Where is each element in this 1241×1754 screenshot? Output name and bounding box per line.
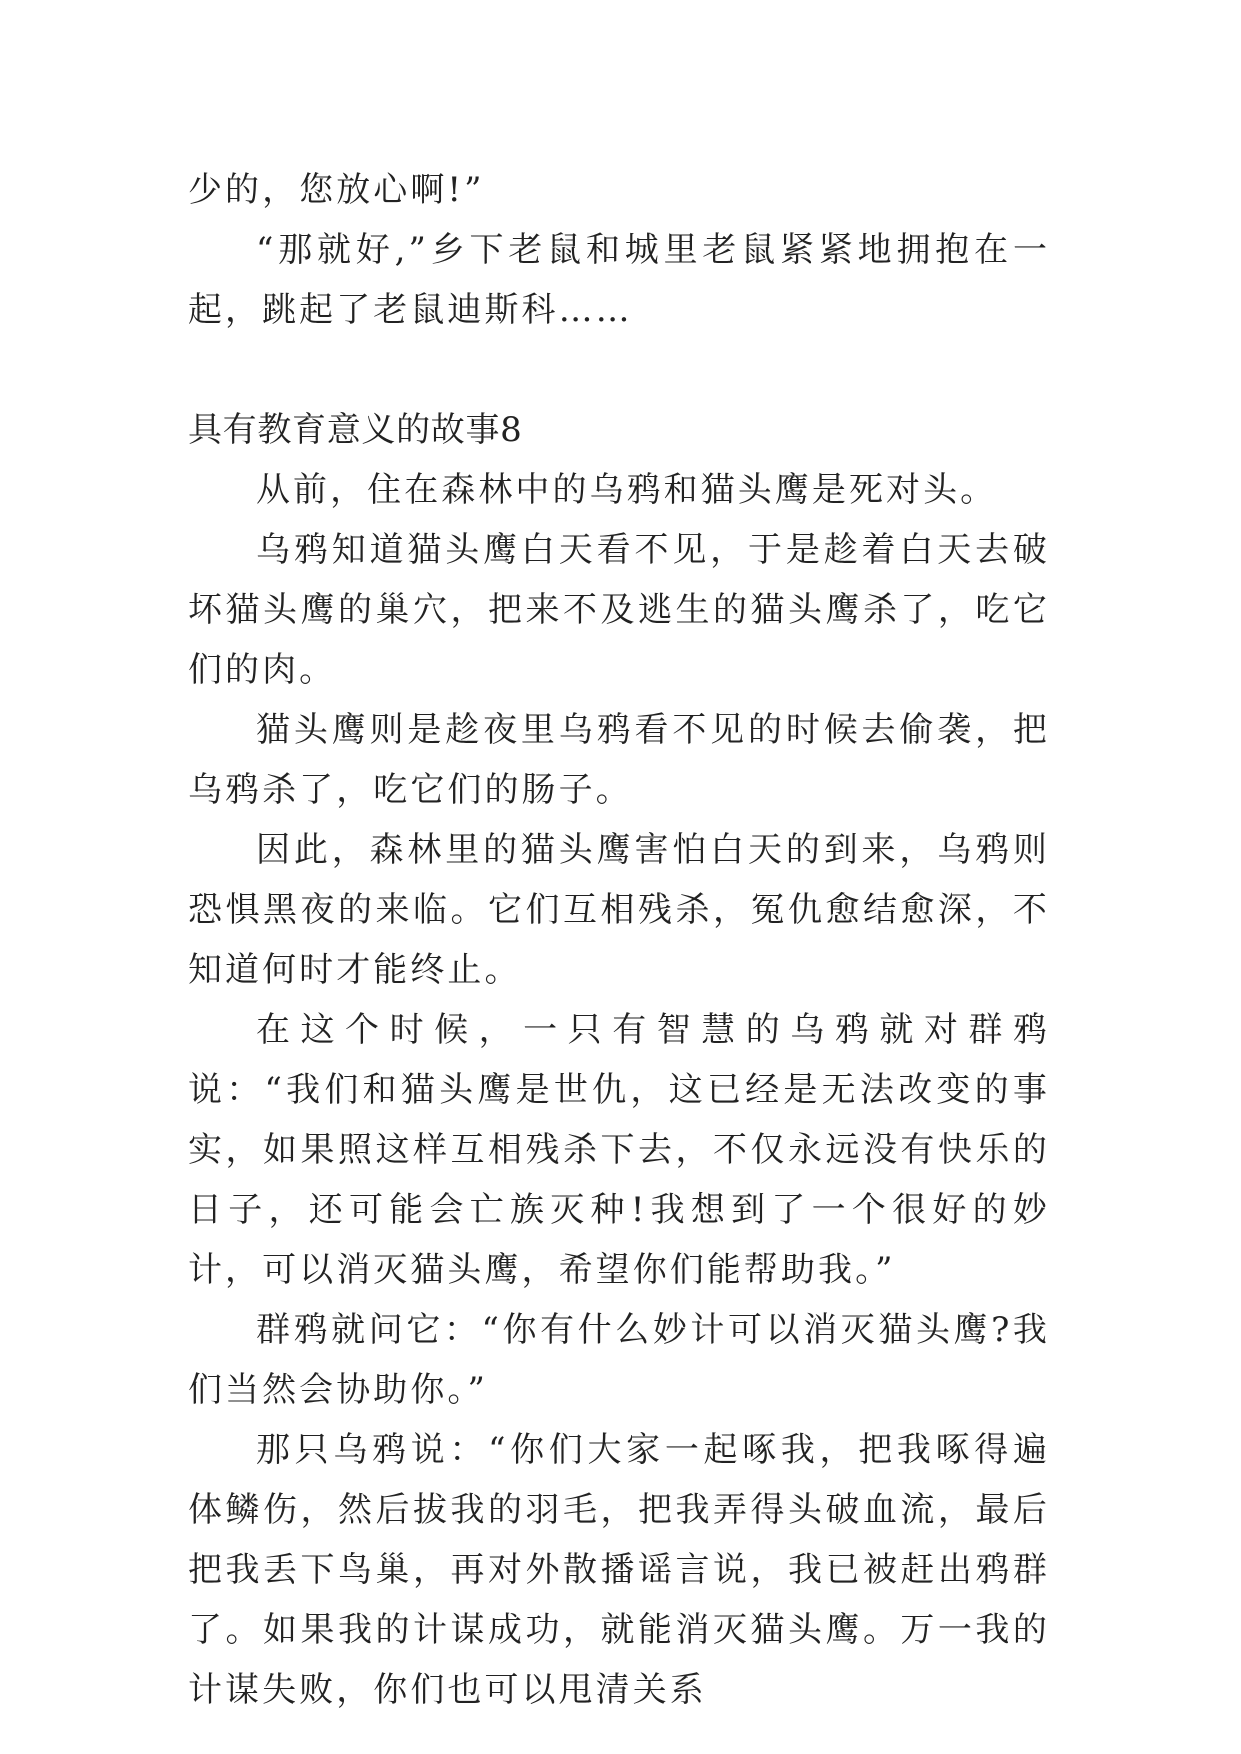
paragraph: 猫头鹰则是趁夜里乌鸦看不见的时候去偷袭，把乌鸦杀了，吃它们的肠子。: [188, 710, 1050, 810]
paragraph: 少的，您放心啊!”: [188, 170, 485, 210]
paragraph: “那就好,”乡下老鼠和城里老鼠紧紧地拥抱在一起，跳起了老鼠迪斯科……: [188, 230, 1050, 330]
paragraph: 在这个时候，一只有智慧的乌鸦就对群鸦说：“我们和猫头鹰是世仇，这已经是无法改变的事实，如果照这样互相残杀下去，不仅永远没有快乐的日子，还可能会亡族灭种!我想到了一个很好的妙计，可以消灭猫头鹰，希望你们能帮助我。”: [188, 1010, 1050, 1290]
section-title: 具有教育意义的故事8: [188, 410, 523, 450]
paragraph: 乌鸦知道猫头鹰白天看不见，于是趁着白天去破坏猫头鹰的巢穴，把来不及逃生的猫头鹰杀了，吃它们的肉。: [188, 530, 1050, 690]
section-gap: [188, 340, 1050, 400]
paragraph: 因此，森林里的猫头鹰害怕白天的到来，乌鸦则恐惧黑夜的来临。它们互相残杀，冤仇愈结愈深，不知道何时才能终止。: [188, 830, 1050, 990]
document-body: [188, 160, 1050, 1720]
paragraph: 那只乌鸦说：“你们大家一起啄我，把我啄得遍体鳞伤，然后拔我的羽毛，把我弄得头破血流，最后把我丢下鸟巢，再对外散播谣言说，我已被赶出鸦群了。如果我的计谋成功，就能消灭猫头鹰。万一我的计谋失败，你们也可以甩清关系: [188, 1430, 1050, 1710]
paragraph: 群鸦就问它：“你有什么妙计可以消灭猫头鹰?我们当然会协助你。”: [188, 1310, 1050, 1410]
paragraph: 从前，住在森林中的乌鸦和猫头鹰是死对头。: [256, 470, 998, 510]
